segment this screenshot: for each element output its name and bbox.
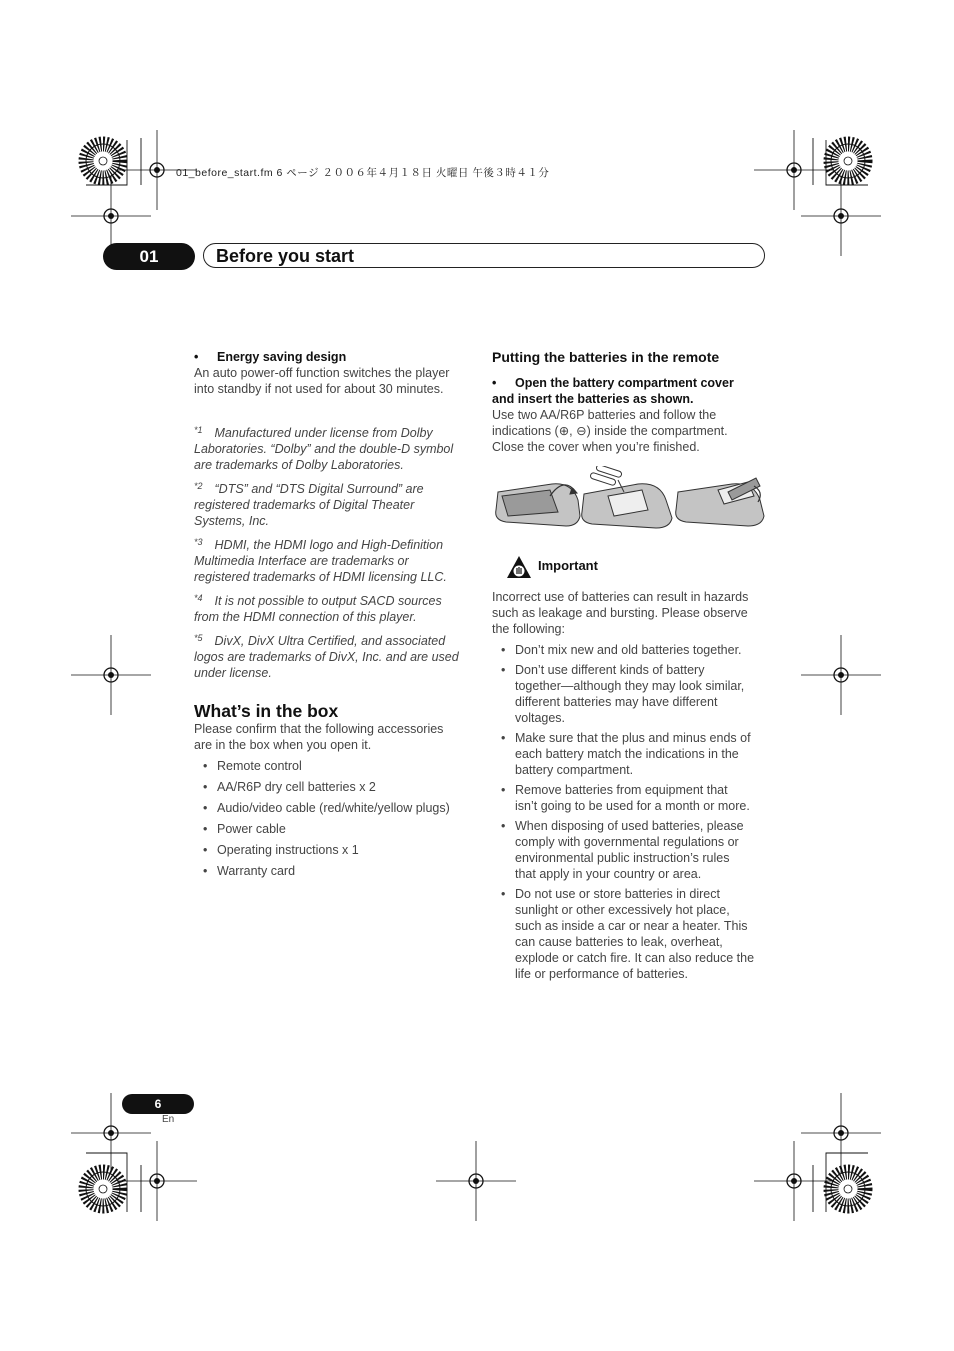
footnote: $^{*1}$ Manufactured under license from Dolby Laboratories. “Dolby” and the double-D symbol are trademarks of Dolby Laboratories. bbox=[194, 425, 454, 472]
page-language: En bbox=[162, 1114, 175, 1125]
battery-step: • Open the battery compartment cover and insert the batteries as shown. bbox=[492, 376, 734, 406]
chapter-number: 01 bbox=[103, 243, 195, 270]
energy-heading: • Energy saving design bbox=[194, 350, 347, 364]
list-item: • Audio/video cable (red/white/yellow plugs) bbox=[194, 800, 479, 816]
list-item: • Power cable bbox=[194, 821, 479, 837]
print-header: 01_before_start.fm 6 ページ ２００６年４月１８日 火曜日 午後３時４１分 bbox=[176, 167, 550, 179]
left-column bbox=[194, 349, 479, 879]
important-section bbox=[492, 555, 772, 982]
battery-step-body: Use two AA/R6P batteries and follow the indications (⊕, ⊖) inside the compartment. Close the cover when you’re finished. bbox=[492, 408, 728, 454]
list-item: • Operating instructions x 1 bbox=[194, 842, 479, 858]
batteries-heading: Putting the batteries in the remote bbox=[492, 349, 720, 365]
box-list bbox=[194, 758, 479, 879]
list-item: • When disposing of used batteries, please comply with governmental regulations or environmental public instruction’s rules that apply in your country or area. bbox=[492, 818, 772, 882]
box-heading: What’s in the box bbox=[194, 701, 339, 721]
important-label: Important bbox=[538, 558, 598, 573]
page-number: 6 bbox=[122, 1094, 194, 1114]
important-list bbox=[492, 642, 772, 982]
important-intro: Incorrect use of batteries can result in hazards such as leakage and bursting. Please observe the following: bbox=[492, 590, 749, 636]
battery-insertion-illustration bbox=[492, 466, 767, 532]
list-item: • AA/R6P dry cell batteries x 2 bbox=[194, 779, 479, 795]
right-column bbox=[492, 349, 772, 455]
footnote: $^{*2}$ “DTS” and “DTS Digital Surround” are registered trademarks of Digital Theater Systems, Inc. bbox=[194, 481, 424, 528]
list-item: • Make sure that the plus and minus ends of each battery match the indications in the battery compartment. bbox=[492, 730, 772, 778]
warning-hand-icon bbox=[506, 555, 532, 579]
footnote: $^{*5}$ DivX, DivX Ultra Certified, and associated logos are trademarks of DivX, Inc. and are used under license. bbox=[194, 633, 459, 680]
remote-control-icon bbox=[496, 484, 580, 526]
list-item: • Don’t use different kinds of battery together—although they may look similar, different batteries may have different voltages. bbox=[492, 662, 772, 726]
footnote: $^{*3}$ HDMI, the HDMI logo and High-Definition Multimedia Interface are trademarks or registered trademarks of HDMI licensing LLC. bbox=[194, 537, 447, 584]
chapter-title: Before you start bbox=[203, 243, 765, 268]
list-item: • Don’t mix new and old batteries together. bbox=[492, 642, 772, 658]
list-item: • Warranty card bbox=[194, 863, 479, 879]
box-intro: Please confirm that the following accessories are in the box when you open it. bbox=[194, 722, 444, 752]
list-item: • Remove batteries from equipment that isn’t going to be used for a month or more. bbox=[492, 782, 772, 814]
list-item: • Do not use or store batteries in direct sunlight or other excessively hot place, such as inside a car or near a heater. This can cause batteries to leak, overheat, explode or catch fire. It can also reduce the life or performance of batteries. bbox=[492, 886, 772, 982]
list-item: • Remote control bbox=[194, 758, 479, 774]
remote-control-icon bbox=[582, 466, 672, 528]
footnote: $^{*4}$ It is not possible to output SACD sources from the HDMI connection of this player. bbox=[194, 593, 442, 624]
energy-body: An auto power-off function switches the player into standby if not used for about 30 minutes. bbox=[194, 366, 450, 396]
remote-control-icon bbox=[676, 478, 764, 526]
